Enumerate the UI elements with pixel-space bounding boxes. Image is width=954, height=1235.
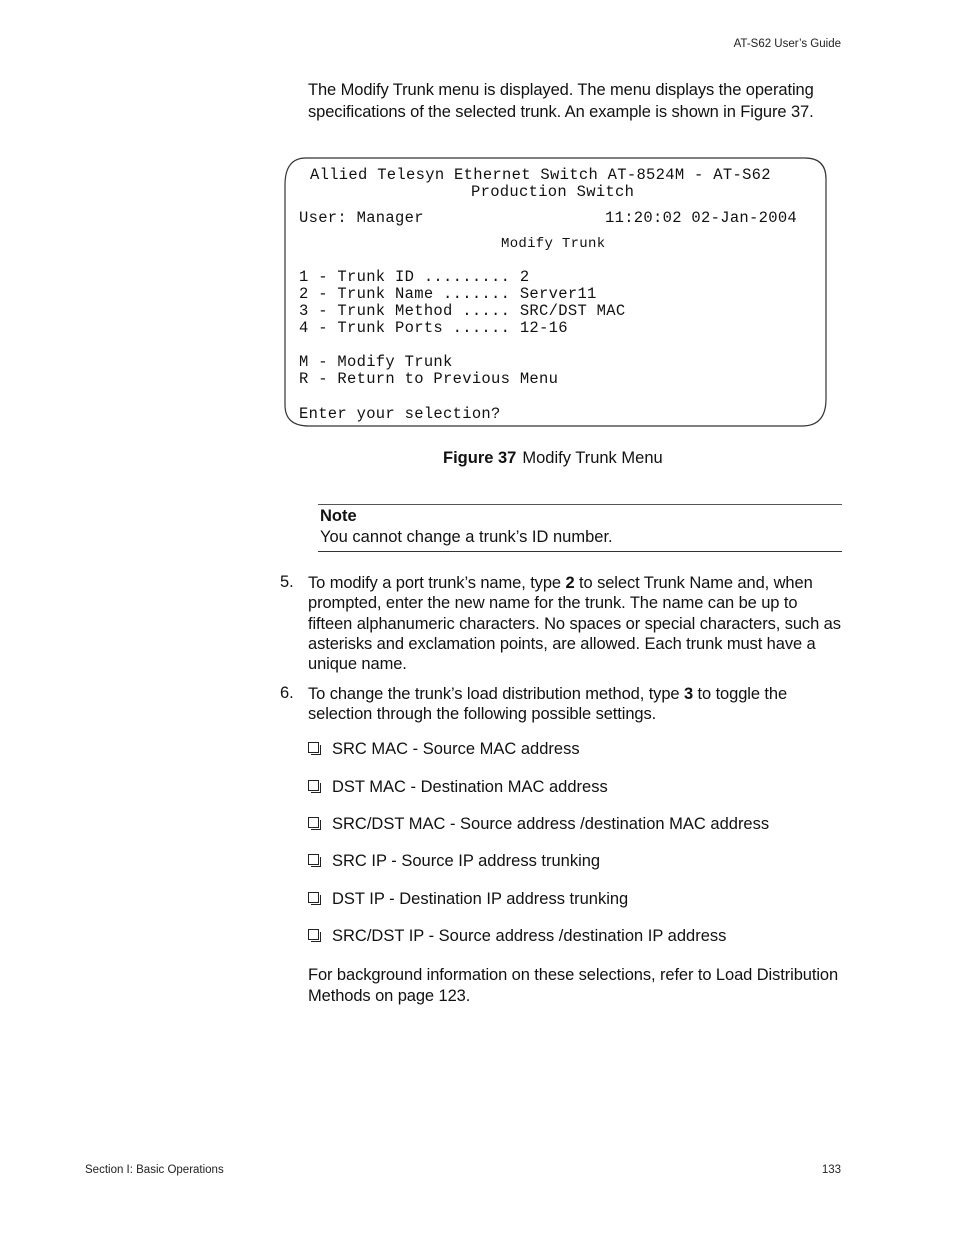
menu-action-return: R - Return to Previous Menu [299, 370, 559, 388]
menu-action-modify: M - Modify Trunk [299, 353, 453, 371]
menu-item-trunk-method: 3 - Trunk Method ..... SRC/DST MAC [299, 302, 626, 320]
key-2: 2 [565, 574, 575, 592]
figure-caption [443, 449, 663, 468]
terminal-screen [284, 157, 827, 427]
figure-caption-text: Modify Trunk Menu [522, 449, 663, 467]
option-item: DST IP - Destination IP address trunking [308, 890, 628, 909]
footer-section: Section I: Basic Operations [85, 1164, 224, 1176]
step-5-text: To modify a port trunk’s name, type 2 to select Trunk Name and, when prompted, enter the new name for the trunk. The name can be up to fifteen alphanumeric characters. No spaces or special characters, such as asterisks and exclamation points, are allowed. Each trunk must have a unique name. [308, 574, 841, 674]
terminal-title-line2: Production Switch [471, 183, 635, 201]
option-item: SRC/DST IP - Source address /destination IP address [308, 927, 726, 946]
checkbox-bullet-icon [308, 929, 319, 940]
checkbox-bullet-icon [308, 780, 319, 791]
step-6-text: To change the trunk’s load distribution method, type 3 to toggle the selection through the following possible settings. [308, 685, 788, 724]
checkbox-bullet-icon [308, 817, 319, 828]
checkbox-bullet-icon [308, 742, 319, 753]
note-text: You cannot change a trunk’s ID number. [320, 528, 613, 546]
figure-label: Figure 37 [443, 449, 517, 467]
terminal-prompt: Enter your selection? [299, 405, 501, 423]
option-item: DST MAC - Destination MAC address [308, 778, 608, 797]
key-3: 3 [683, 685, 694, 703]
terminal-title-line1: Allied Telesyn Ethernet Switch AT-8524M - AT-S62 [310, 166, 771, 184]
option-item: SRC MAC - Source MAC address [308, 740, 580, 759]
option-item: SRC IP - Source IP address trunking [308, 852, 600, 871]
menu-item-trunk-ports: 4 - Trunk Ports ...... 12-16 [299, 319, 568, 337]
intro-paragraph: The Modify Trunk menu is displayed. The menu displays the operating specifications of the selected trunk. An example is shown in Figure 37. [308, 81, 814, 121]
checkbox-bullet-icon [308, 854, 319, 865]
step-number-6: 6. [280, 684, 294, 702]
note-title: Note [320, 507, 357, 525]
checkbox-bullet-icon [308, 892, 319, 903]
step-number-5: 5. [280, 573, 294, 591]
terminal-menu-title: Modify Trunk [501, 236, 606, 252]
running-header: AT-S62 User’s Guide [733, 38, 841, 50]
closing-paragraph: For background information on these selections, refer to Load Distribution Methods on page 123. [308, 966, 839, 1005]
note-box [318, 504, 842, 552]
terminal-datetime: 11:20:02 02-Jan-2004 [605, 209, 798, 227]
menu-item-trunk-id: 1 - Trunk ID ......... 2 [299, 268, 530, 286]
menu-item-trunk-name: 2 - Trunk Name ....... Server11 [299, 285, 597, 303]
terminal-user: User: Manager [299, 209, 424, 227]
option-item: SRC/DST MAC - Source address /destination MAC address [308, 815, 769, 834]
page-number: 133 [821, 1164, 841, 1176]
